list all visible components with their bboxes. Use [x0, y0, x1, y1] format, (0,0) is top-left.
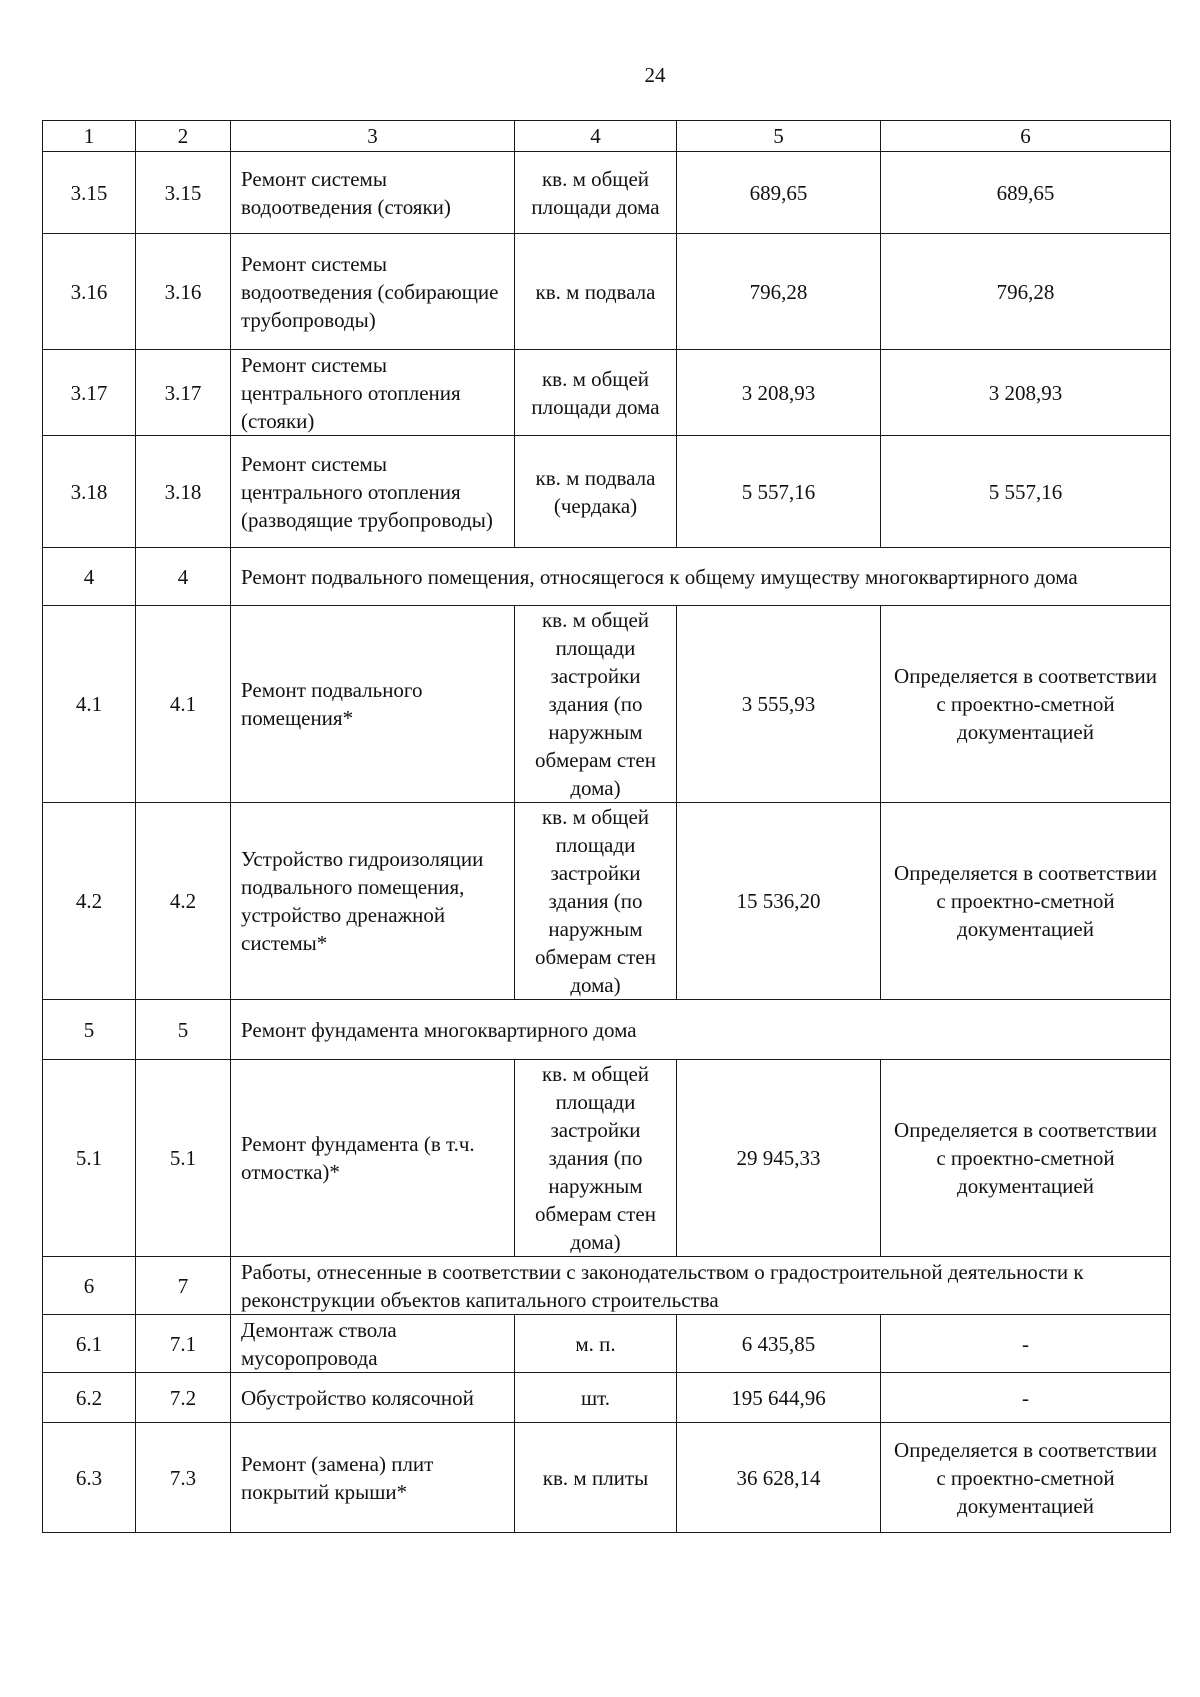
table-section-row — [43, 548, 1171, 606]
limit-cell: Определяется в соответствии с проектно-сметной документацией — [881, 803, 1171, 1000]
row-number-cell: 3.15 — [43, 152, 136, 234]
section-title-cell: Ремонт подвального помещения, относящегося к общему имуществу многоквартирного дома — [231, 548, 1171, 606]
limit-cell: 796,28 — [881, 234, 1171, 350]
unit-cell: кв. м подвала (чердака) — [515, 436, 677, 548]
table-row — [43, 606, 1171, 803]
unit-cell: кв. м общей площади застройки здания (по наружным обмерам стен дома) — [515, 1060, 677, 1257]
work-name-cell: Ремонт системы водоотведения (стояки) — [231, 152, 515, 234]
unit-cell: кв. м подвала — [515, 234, 677, 350]
unit-cell: кв. м общей площади застройки здания (по наружным обмерам стен дома) — [515, 606, 677, 803]
table-row — [43, 234, 1171, 350]
work-name-cell: Ремонт подвального помещения* — [231, 606, 515, 803]
item-number-cell: 3.18 — [136, 436, 231, 548]
header-cell: 1 — [43, 121, 136, 152]
cost-cell: 5 557,16 — [677, 436, 881, 548]
section-title-cell: Ремонт фундамента многоквартирного дома — [231, 1000, 1171, 1060]
table-row — [43, 152, 1171, 234]
row-number-cell: 6.2 — [43, 1373, 136, 1423]
work-name-cell: Ремонт (замена) плит покрытий крыши* — [231, 1423, 515, 1533]
header-cell: 5 — [677, 121, 881, 152]
item-number-cell: 5 — [136, 1000, 231, 1060]
cost-cell: 15 536,20 — [677, 803, 881, 1000]
item-number-cell: 7.3 — [136, 1423, 231, 1533]
unit-cell: кв. м общей площади застройки здания (по наружным обмерам стен дома) — [515, 803, 677, 1000]
limit-cell: Определяется в соответствии с проектно-сметной документацией — [881, 606, 1171, 803]
item-number-cell: 7.2 — [136, 1373, 231, 1423]
row-number-cell: 5 — [43, 1000, 136, 1060]
cost-cell: 796,28 — [677, 234, 881, 350]
cost-cell: 3 208,93 — [677, 350, 881, 436]
item-number-cell: 4.1 — [136, 606, 231, 803]
table-row — [43, 350, 1171, 436]
row-number-cell: 6.3 — [43, 1423, 136, 1533]
table-section-row — [43, 1000, 1171, 1060]
limit-cell: Определяется в соответствии с проектно-сметной документацией — [881, 1423, 1171, 1533]
row-number-cell: 4 — [43, 548, 136, 606]
limit-cell: - — [881, 1315, 1171, 1373]
page-number: 24 — [644, 63, 666, 87]
work-name-cell: Ремонт системы центрального отопления (стояки) — [231, 350, 515, 436]
limit-cell: 689,65 — [881, 152, 1171, 234]
limit-cell: Определяется в соответствии с проектно-сметной документацией — [881, 1060, 1171, 1257]
table-row — [43, 1423, 1171, 1533]
item-number-cell: 3.17 — [136, 350, 231, 436]
cost-cell: 36 628,14 — [677, 1423, 881, 1533]
unit-cell: кв. м плиты — [515, 1423, 677, 1533]
item-number-cell: 5.1 — [136, 1060, 231, 1257]
item-number-cell: 4 — [136, 548, 231, 606]
row-number-cell: 4.1 — [43, 606, 136, 803]
limit-cell: 3 208,93 — [881, 350, 1171, 436]
table-row — [43, 1373, 1171, 1423]
unit-cell: м. п. — [515, 1315, 677, 1373]
row-number-cell: 6.1 — [43, 1315, 136, 1373]
item-number-cell: 3.15 — [136, 152, 231, 234]
row-number-cell: 6 — [43, 1257, 136, 1315]
table-header-row — [43, 121, 1171, 152]
works-table — [42, 120, 1171, 1533]
header-cell: 3 — [231, 121, 515, 152]
cost-cell: 6 435,85 — [677, 1315, 881, 1373]
unit-cell: кв. м общей площади дома — [515, 350, 677, 436]
header-cell: 6 — [881, 121, 1171, 152]
work-name-cell: Демонтаж ствола мусоропровода — [231, 1315, 515, 1373]
work-name-cell: Ремонт системы центрального отопления (разводящие трубопроводы) — [231, 436, 515, 548]
work-name-cell: Устройство гидроизоляции подвального помещения, устройство дренажной системы* — [231, 803, 515, 1000]
cost-cell: 689,65 — [677, 152, 881, 234]
work-name-cell: Ремонт системы водоотведения (собирающие трубопроводы) — [231, 234, 515, 350]
row-number-cell: 3.16 — [43, 234, 136, 350]
item-number-cell: 4.2 — [136, 803, 231, 1000]
section-title-cell: Работы, отнесенные в соответствии с законодательством о градостроительной деятельности к реконструкции объектов капитального строительства — [231, 1257, 1171, 1315]
table-section-row — [43, 1257, 1171, 1315]
cost-cell: 3 555,93 — [677, 606, 881, 803]
row-number-cell: 3.18 — [43, 436, 136, 548]
table-row — [43, 803, 1171, 1000]
limit-cell: 5 557,16 — [881, 436, 1171, 548]
item-number-cell: 7 — [136, 1257, 231, 1315]
cost-cell: 195 644,96 — [677, 1373, 881, 1423]
row-number-cell: 4.2 — [43, 803, 136, 1000]
item-number-cell: 3.16 — [136, 234, 231, 350]
row-number-cell: 5.1 — [43, 1060, 136, 1257]
cost-cell: 29 945,33 — [677, 1060, 881, 1257]
table-row — [43, 1315, 1171, 1373]
table-row — [43, 436, 1171, 548]
header-cell: 2 — [136, 121, 231, 152]
table-row — [43, 1060, 1171, 1257]
work-name-cell: Обустройство колясочной — [231, 1373, 515, 1423]
limit-cell: - — [881, 1373, 1171, 1423]
header-cell: 4 — [515, 121, 677, 152]
work-name-cell: Ремонт фундамента (в т.ч. отмостка)* — [231, 1060, 515, 1257]
row-number-cell: 3.17 — [43, 350, 136, 436]
unit-cell: кв. м общей площади дома — [515, 152, 677, 234]
unit-cell: шт. — [515, 1373, 677, 1423]
item-number-cell: 7.1 — [136, 1315, 231, 1373]
